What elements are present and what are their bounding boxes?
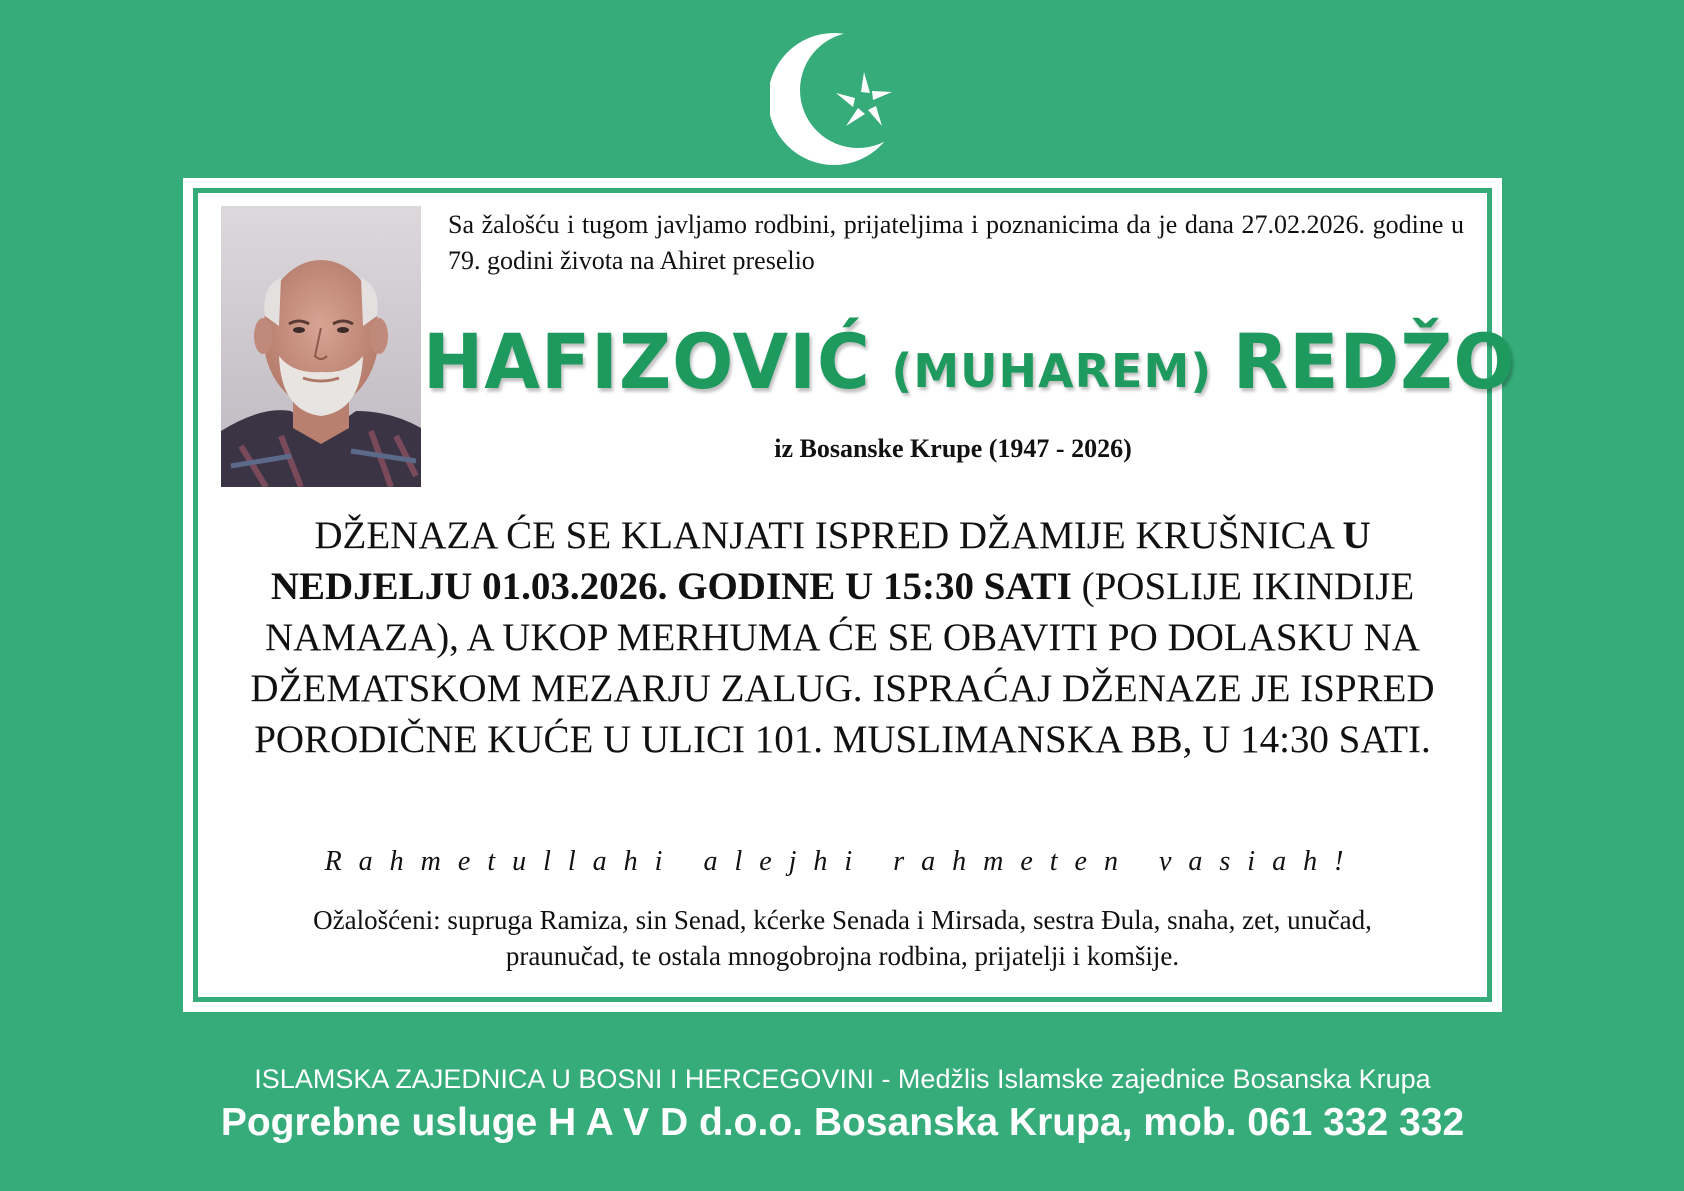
- footer-funeral-service: Pogrebne usluge H A V D d.o.o. Bosanska Krupa, mob. 061 332 332: [220, 1101, 1465, 1144]
- crescent-star-icon: [770, 26, 916, 172]
- surname: HAFIZOVIĆ: [423, 317, 871, 407]
- intro-text: Sa žalošću i tugom javljamo rodbini, prijateljima i poznanicima da je dana 27.02.2026. godine u 79. godini života na Ahiret preselio: [448, 210, 1464, 275]
- first-name: REDŽO: [1232, 317, 1516, 407]
- mourners-line1: Ožalošćeni: supruga Ramiza, sin Senad, kćerke Senada i Mirsada, sestra Đula, snaha, zet, unučad,: [313, 905, 1372, 935]
- announcement-bold: U NEDJELJU 01.03.2026. GODINE U 15:30 SATI: [270, 514, 1371, 608]
- mourners-text: [203, 902, 1482, 974]
- father-name: (MUHAREM): [891, 344, 1213, 398]
- prayer-line: Rahmetullahi alejhi rahmeten vasiah!: [324, 846, 1361, 877]
- announcement-part2: (POSLIJE IKINDIJE NAMAZA), A UKOP MERHUMA ĆE SE OBAVITI PO DOLASKU NA DŽEMATSKOM MEZARJU ZALUG. ISPRAĆAJ DŽENAZE JE ISPRED PORODIČNE KUĆE U ULICI 101. MUSLIMANSKA BB, U 14:30 SATI.: [250, 565, 1435, 761]
- portrait-photo: [221, 206, 421, 487]
- footer-organization: ISLAMSKA ZAJEDNICA U BOSNI I HERCEGOVINI - Medžlis Islamske zajednice Bosanska Krupa: [254, 1064, 1431, 1094]
- funeral-announcement: [213, 510, 1472, 765]
- announcement-part1: DŽENAZA ĆE SE KLANJATI ISPRED DŽAMIJE KRUŠNICA: [314, 514, 1343, 557]
- origin-line: iz Bosanske Krupe (1947 - 2026): [774, 434, 1132, 463]
- mourners-line2: praunučad, te ostala mnogobrojna rodbina, prijatelji i komšije.: [505, 941, 1180, 971]
- obituary-card: [183, 178, 1516, 1012]
- deceased-name: [423, 317, 1516, 407]
